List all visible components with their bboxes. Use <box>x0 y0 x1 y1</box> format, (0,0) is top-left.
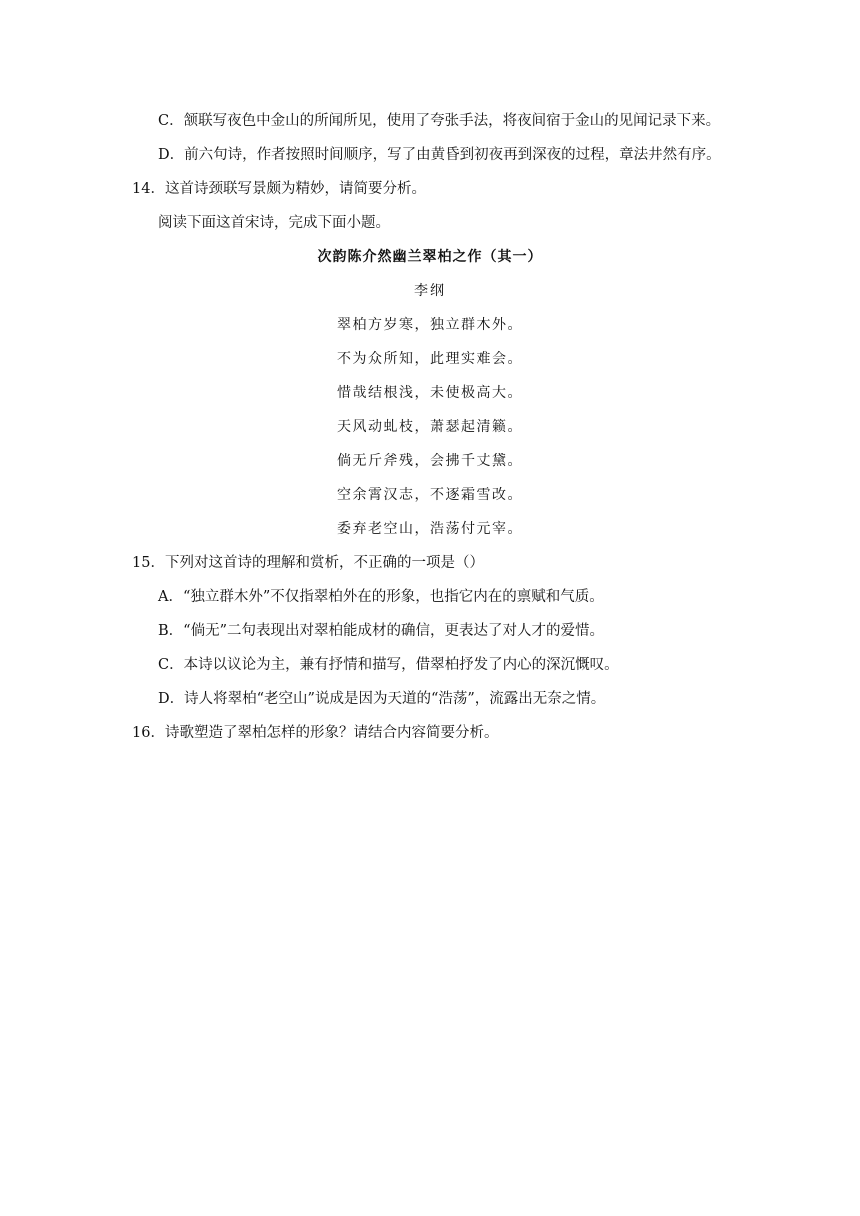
question-14 <box>132 179 426 199</box>
q15-option-d: D．诗人将翠柏“老空山”说成是因为天道的“浩荡”，流露出无奈之情。 <box>158 691 606 707</box>
reading-instruction: 阅读下面这首宋诗，完成下面小题。 <box>158 215 390 231</box>
question-number: 15． <box>132 555 165 571</box>
question-text: 下列对这首诗的理解和赏析，不正确的一项是（） <box>164 555 484 571</box>
poem-line: 天风动虬枝，萧瑟起清籁。 <box>337 419 523 435</box>
poem-line: 不为众所知，此理实难会。 <box>337 351 523 367</box>
question-text: 这首诗颈联写景颇为精妙，请简要分析。 <box>164 181 426 197</box>
question-text: 诗歌塑造了翠柏怎样的形象？请结合内容简要分析。 <box>164 725 499 741</box>
poem-line: 惜哉结根浅，未使极高大。 <box>337 385 523 401</box>
q13-option-c: C．颔联写夜色中金山的所闻所见，使用了夸张手法，将夜间宿于金山的见闻记录下来。 <box>158 113 721 129</box>
poem-line: 翠柏方岁寒，独立群木外。 <box>337 317 523 333</box>
poem-author: 李纲 <box>414 283 446 299</box>
poem-line: 空余霄汉志，不逐霜雪改。 <box>337 487 523 503</box>
question-number: 16． <box>132 725 165 741</box>
q13-option-d: D．前六句诗，作者按照时间顺序，写了由黄昏到初夜再到深夜的过程，章法井然有序。 <box>158 147 721 163</box>
poem-title: 次韵陈介然幽兰翠柏之作（其一） <box>317 249 543 265</box>
poem-line: 委弃老空山，浩荡付元宰。 <box>337 521 523 537</box>
q15-option-a: A．“独立群木外”不仅指翠柏外在的形象，也指它内在的禀赋和气质。 <box>158 589 604 605</box>
q15-option-b: B．“倘无”二句表现出对翠柏能成材的确信，更表达了对人才的爱惜。 <box>158 623 604 639</box>
q15-option-c: C．本诗以议论为主，兼有抒情和描写，借翠柏抒发了内心的深沉慨叹。 <box>158 657 619 673</box>
question-15 <box>132 553 484 573</box>
poem-line: 倘无斤斧残，会拂千丈黛。 <box>337 453 523 469</box>
question-16 <box>132 723 498 743</box>
question-number: 14． <box>132 181 165 197</box>
